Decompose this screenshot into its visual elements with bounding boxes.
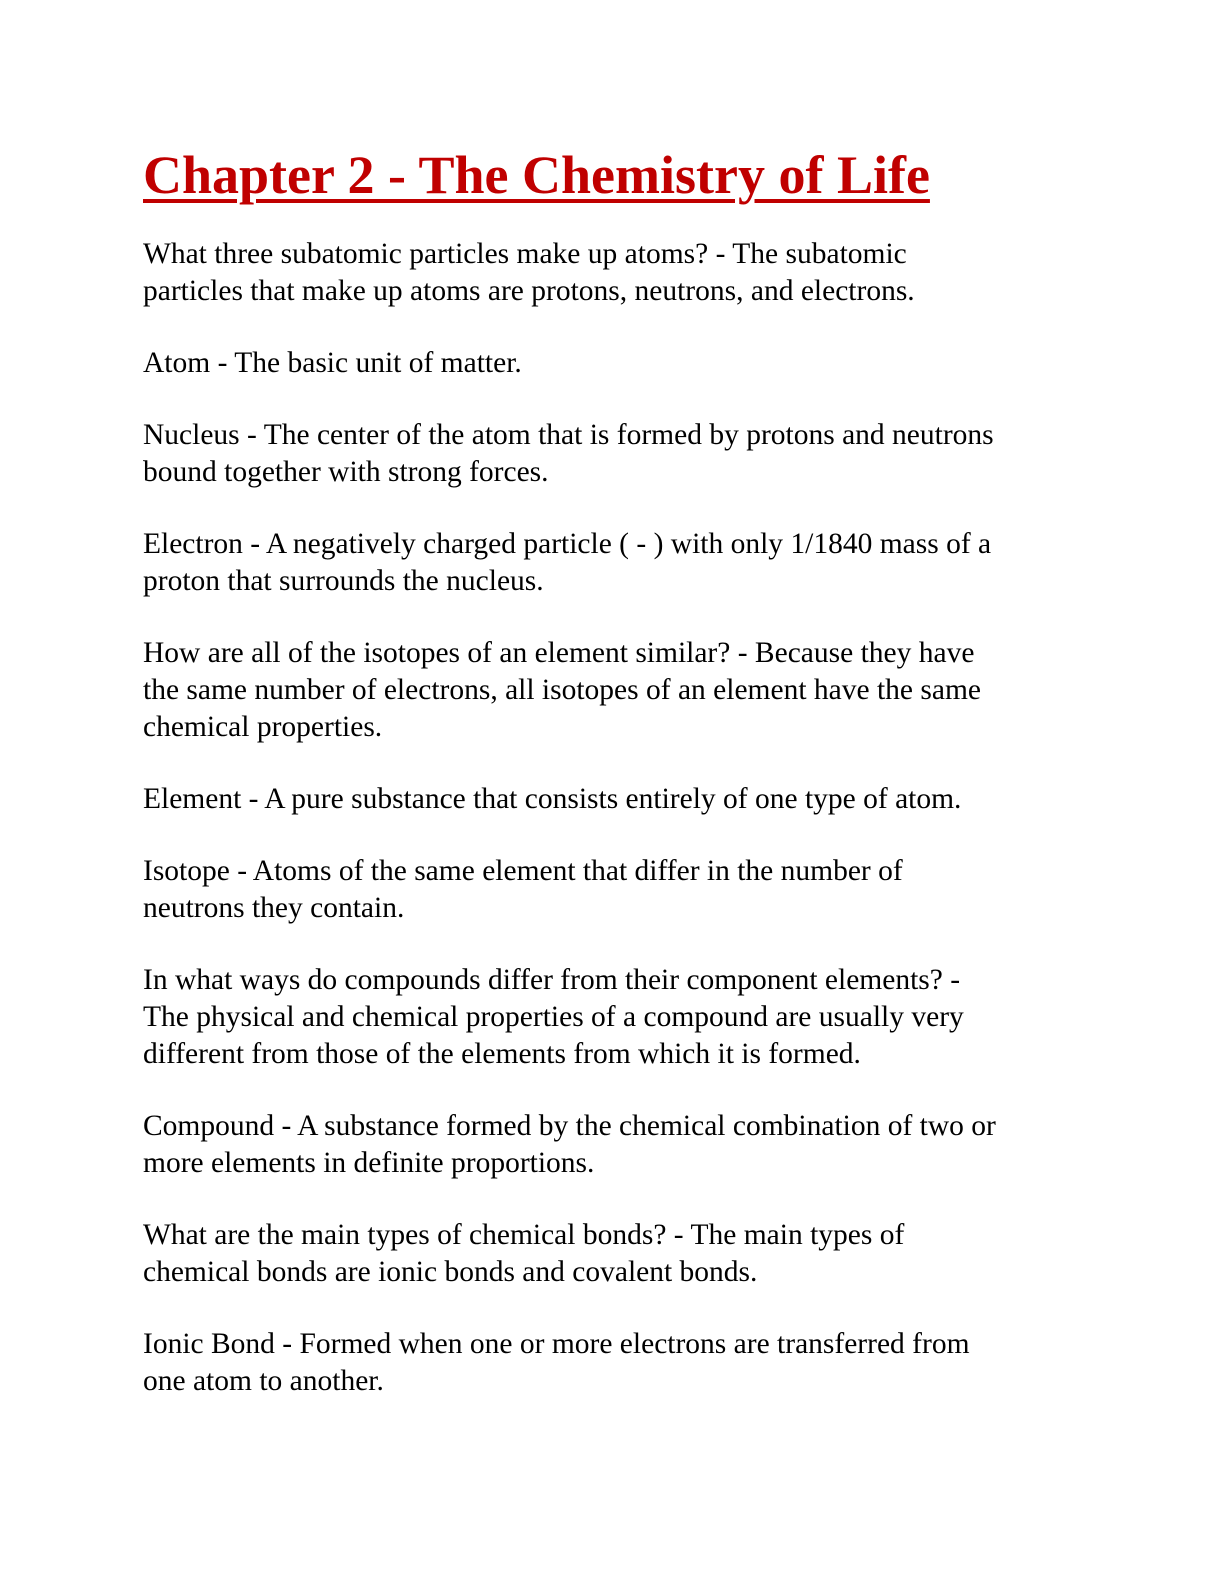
paragraph xyxy=(143,1217,1103,1291)
text-line: Compound - A substance formed by the chemical combination of two or xyxy=(143,1110,996,1142)
paragraph xyxy=(143,635,1103,746)
paragraph xyxy=(143,781,1103,818)
text-line: bound together with strong forces. xyxy=(143,456,549,488)
text-line: different from those of the elements from which it is formed. xyxy=(143,1038,861,1070)
text-line: The physical and chemical properties of a compound are usually very xyxy=(143,1001,964,1033)
page-title: Chapter 2 - The Chemistry of Life xyxy=(143,145,930,205)
paragraph xyxy=(143,1108,1103,1182)
text-line: Atom - The basic unit of matter. xyxy=(143,347,522,379)
text-line: the same number of electrons, all isotopes of an element have the same xyxy=(143,674,981,706)
text-line: Element - A pure substance that consists entirely of one type of atom. xyxy=(143,783,962,815)
text-line: particles that make up atoms are protons, neutrons, and electrons. xyxy=(143,275,915,307)
text-line: neutrons they contain. xyxy=(143,892,405,924)
text-line: more elements in definite proportions. xyxy=(143,1147,595,1179)
paragraph xyxy=(143,417,1103,491)
text-line: What are the main types of chemical bonds? - The main types of xyxy=(143,1219,905,1251)
paragraph xyxy=(143,962,1103,1073)
text-line: chemical bonds are ionic bonds and covalent bonds. xyxy=(143,1256,758,1288)
text-line: one atom to another. xyxy=(143,1365,384,1397)
document-body xyxy=(143,236,1103,1435)
paragraph xyxy=(143,1326,1103,1400)
paragraph xyxy=(143,236,1103,310)
text-line: Isotope - Atoms of the same element that differ in the number of xyxy=(143,855,903,887)
text-line: Ionic Bond - Formed when one or more electrons are transferred from xyxy=(143,1328,970,1360)
text-line: In what ways do compounds differ from their component elements? - xyxy=(143,964,961,996)
text-line: How are all of the isotopes of an element similar? - Because they have xyxy=(143,637,975,669)
text-line: chemical properties. xyxy=(143,711,383,743)
paragraph xyxy=(143,526,1103,600)
text-line: proton that surrounds the nucleus. xyxy=(143,565,544,597)
text-line: Electron - A negatively charged particle ( - ) with only 1/1840 mass of a xyxy=(143,528,992,560)
paragraph xyxy=(143,853,1103,927)
text-line: What three subatomic particles make up atoms? - The subatomic xyxy=(143,238,907,270)
paragraph xyxy=(143,345,1103,382)
text-line: Nucleus - The center of the atom that is formed by protons and neutrons xyxy=(143,419,994,451)
